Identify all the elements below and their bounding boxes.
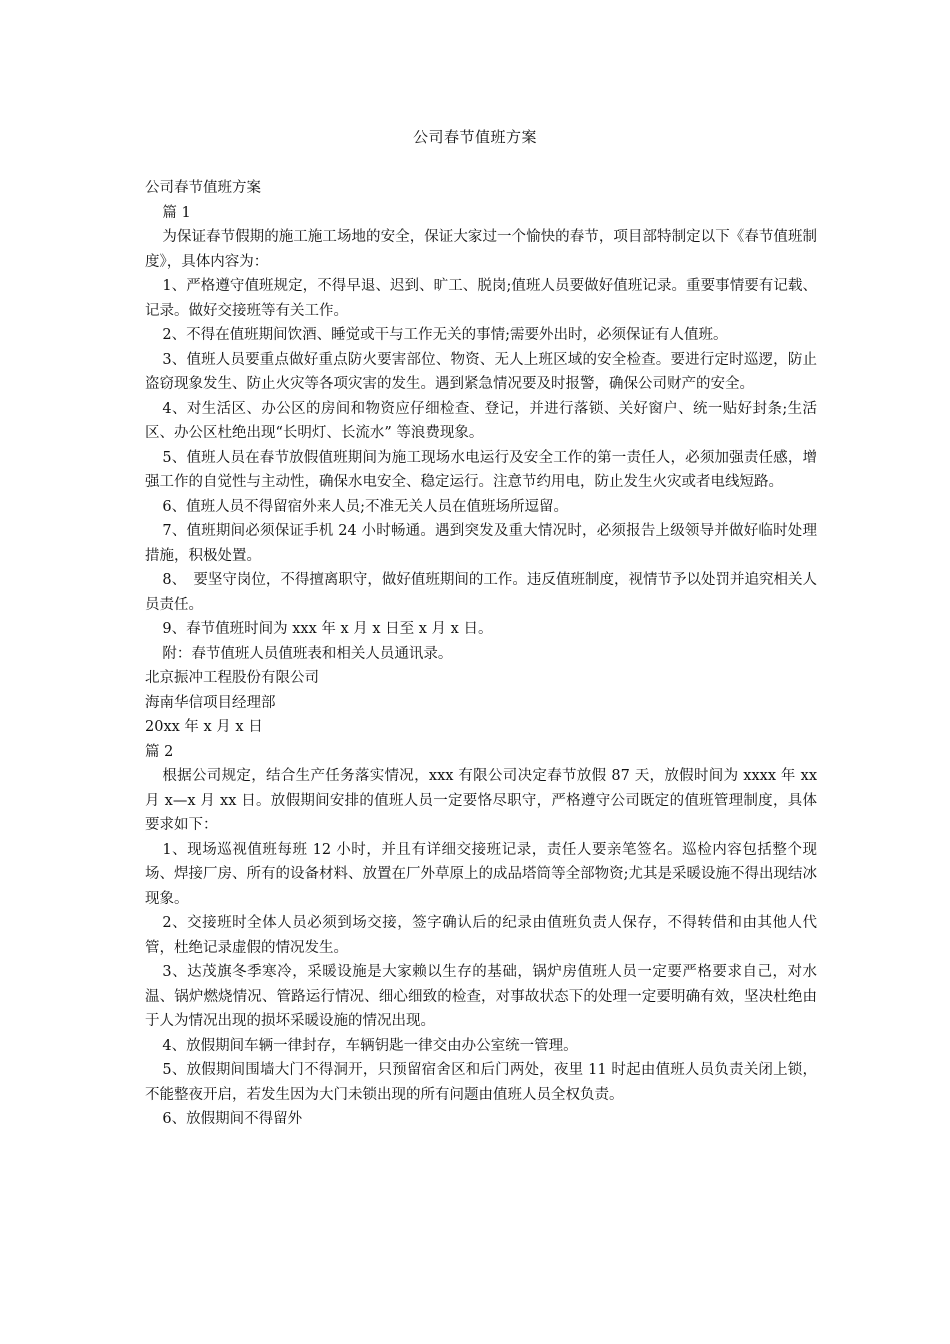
paragraph: 2、不得在值班期间饮酒、睡觉或干与工作无关的事情;需要外出时，必须保证有人值班。 xyxy=(162,327,728,343)
paragraph: 20xx 年 x 月 x 日 xyxy=(145,719,263,735)
paragraph: 3、达茂旗冬季寒冷，采暖设施是大家赖以生存的基础，锅炉房值班人员一定要严格要求自己，对水温、锅炉燃烧情况、管路运行情况、细心细致的检查，对事故状态下的处理一定要明确有效，坚决杜绝由于人为情况出现的损坏采暖设施的情况出现。 xyxy=(145,964,817,1029)
paragraph: 篇 1 xyxy=(162,204,191,221)
paragraph: 1、现场巡视值班每班 12 小时，并且有详细交接班记录，责任人要亲笔签名。巡检内容包括整个现场、焊接厂房、所有的设备材料、放置在厂外草原上的成品塔筒等全部物资;尤其是采暖设施不得出现结冰现象。 xyxy=(145,841,817,907)
paragraph: 6、值班人员不得留宿外来人员;不准无关人员在值班场所逗留。 xyxy=(162,498,568,515)
paragraph: 附：春节值班人员值班表和相关人员通讯录。 xyxy=(162,645,453,662)
paragraph: 8、 要坚守岗位，不得擅离职守，做好值班期间的工作。违反值班制度，视情节予以处罚并追究相关人员责任。 xyxy=(145,572,817,613)
paragraph: 6、放假期间不得留外 xyxy=(162,1111,303,1127)
paragraph: 3、值班人员要重点做好重点防火要害部位、物资、无人上班区域的安全检查。要进行定时巡逻，防止盗窃现象发生、防止火灾等各项灾害的发生。遇到紧急情况要及时报警，确保公司财产的安全。 xyxy=(145,351,817,392)
paragraph: 根据公司规定，结合生产任务落实情况，xxx 有限公司决定春节放假 87 天，放假时间为 xxxx 年 xx 月 x—x 月 xx 日。放假期间安排的值班人员一定要恪尽职守，严格遵守公司既定的值班管理制度，具体要求如下： xyxy=(145,768,817,833)
paragraph: 北京振冲工程股份有限公司 xyxy=(145,670,319,686)
paragraph: 9、春节值班时间为 xxx 年 x 月 x 日至 x 月 x 日。 xyxy=(162,621,493,637)
document-title: 公司春节值班方案 xyxy=(412,128,537,146)
paragraph: 5、放假期间围墙大门不得洞开，只预留宿舍区和后门两处，夜里 11 时起由值班人员负责关闭上锁，不能整夜开启，若发生因为大门未锁出现的所有问题由值班人员全权负责。 xyxy=(145,1062,817,1103)
paragraph: 海南华信项目经理部 xyxy=(145,694,276,711)
paragraph: 2、交接班时全体人员必须到场交接，签字确认后的纪录由值班负责人保存，不得转借和由其他人代管，杜绝记录虚假的情况发生。 xyxy=(145,915,817,956)
paragraph: 公司春节值班方案 xyxy=(145,180,261,196)
document-body xyxy=(145,176,817,1132)
paragraph: 1、严格遵守值班规定，不得早退、迟到、旷工、脱岗;值班人员要做好值班记录。重要事情要有记载、记录。做好交接班等有关工作。 xyxy=(145,278,817,319)
paragraph: 4、对生活区、办公区的房间和物资应仔细检查、登记，并进行落锁、关好窗户、统一贴好封条;生活区、办公区杜绝出现“长明灯、长流水” 等浪费现象。 xyxy=(145,400,817,441)
paragraph: 为保证春节假期的施工施工场地的安全，保证大家过一个愉快的春节，项目部特制定以下《春节值班制度》，具体内容为： xyxy=(145,229,817,270)
paragraph: 篇 2 xyxy=(145,743,174,760)
paragraph: 5、值班人员在春节放假值班期间为施工现场水电运行及安全工作的第一责任人，必须加强责任感，增强工作的自觉性与主动性，确保水电安全、稳定运行。注意节约用电，防止发生火灾或者电线短路。 xyxy=(145,449,817,490)
paragraph: 7、值班期间必须保证手机 24 小时畅通。遇到突发及重大情况时，必须报告上级领导并做好临时处理措施，积极处置。 xyxy=(145,523,817,564)
paragraph: 4、放假期间车辆一律封存，车辆钥匙一律交由办公室统一管理。 xyxy=(162,1037,578,1054)
